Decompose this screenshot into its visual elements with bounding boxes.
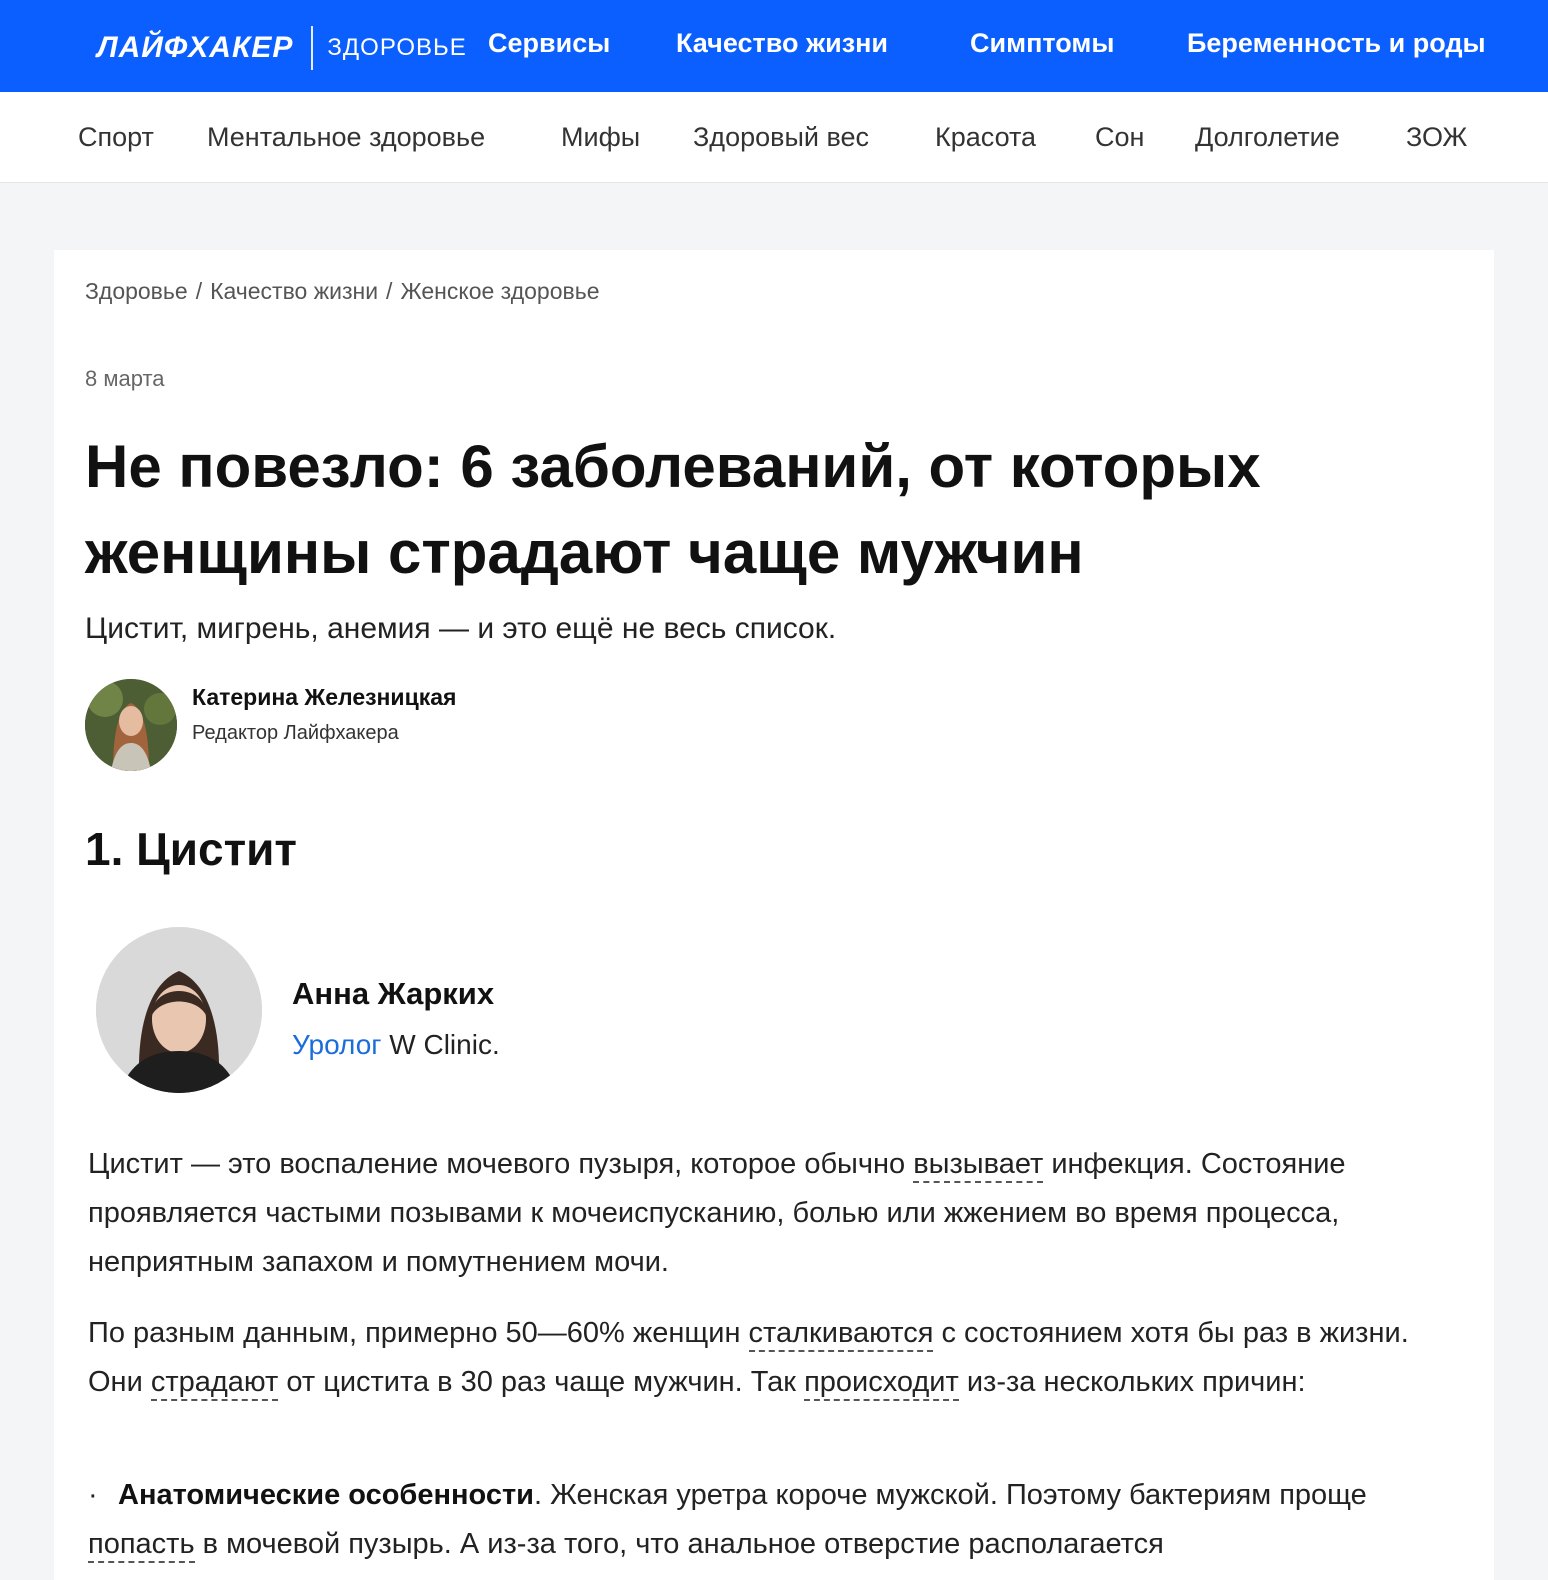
- expert-role-link[interactable]: Уролог: [292, 1029, 382, 1060]
- breadcrumb-health[interactable]: Здоровье: [85, 278, 188, 304]
- subnav-mental-health[interactable]: Ментальное здоровье: [207, 122, 486, 152]
- expert-avatar: [96, 927, 262, 1093]
- subnav-healthy-lifestyle[interactable]: ЗОЖ: [1406, 122, 1468, 152]
- paragraph-text: . Женская уретра короче мужской. Поэтому бактериям проще: [534, 1479, 1367, 1511]
- paragraph-text: с состоянием хотя бы раз в жизни. Они: [88, 1317, 1409, 1398]
- breadcrumb-separator: /: [195, 278, 203, 304]
- source-link[interactable]: попасть: [88, 1528, 195, 1563]
- source-link[interactable]: страдают: [151, 1366, 278, 1401]
- breadcrumb-womens-health[interactable]: Женское здоровье: [400, 278, 600, 304]
- subnav-healthy-weight[interactable]: Здоровый вес: [693, 122, 870, 152]
- breadcrumb: [85, 278, 600, 305]
- article-lead: Цистит, мигрень, анемия — и это ещё не весь список.: [85, 612, 837, 645]
- source-link[interactable]: вызывает: [913, 1148, 1043, 1183]
- sub-navbar: [0, 92, 1548, 183]
- nav-quality-of-life[interactable]: Качество жизни: [676, 28, 889, 58]
- author-photo-icon: [85, 679, 177, 771]
- top-navbar: [0, 0, 1548, 92]
- paragraph-1: [88, 1140, 1468, 1287]
- expert-role: [292, 1029, 500, 1061]
- paragraph-text: По разным данным, примерно 50—60% женщин: [88, 1317, 749, 1349]
- subnav-myths[interactable]: Мифы: [561, 122, 641, 152]
- breadcrumb-quality-of-life[interactable]: Качество жизни: [210, 278, 379, 304]
- source-link[interactable]: сталкиваются: [749, 1317, 934, 1352]
- list-item-title: Анатомические особенности: [118, 1479, 534, 1511]
- paragraph-text: в мочевой пузырь. А из-за того, что анальное отверстие располагается: [194, 1528, 1164, 1560]
- source-link[interactable]: происходит: [804, 1366, 959, 1401]
- logo-text: ЛАЙФХАКЕР: [97, 31, 294, 64]
- author-role: Редактор Лайфхакера: [192, 722, 399, 744]
- site-logo[interactable]: [97, 26, 467, 70]
- subnav-beauty[interactable]: Красота: [935, 122, 1037, 152]
- section-heading: 1. Цистит: [85, 823, 297, 875]
- logo-section: ЗДОРОВЬЕ: [327, 34, 467, 61]
- breadcrumb-separator: /: [386, 278, 393, 304]
- subnav-sport[interactable]: Спорт: [78, 122, 154, 152]
- nav-services[interactable]: Сервисы: [488, 28, 611, 58]
- list-item: [88, 1471, 1468, 1569]
- paragraph-text: инфекция. Состояние проявляется частыми позывами к мочеиспусканию, болью или жжением во время процесса, неприятным запахом и помутнением мочи.: [88, 1148, 1346, 1278]
- subnav-longevity[interactable]: Долголетие: [1195, 122, 1340, 152]
- bullet-marker: ·: [88, 1479, 98, 1511]
- nav-symptoms[interactable]: Симптомы: [970, 28, 1115, 58]
- nav-pregnancy[interactable]: Беременность и роды: [1187, 28, 1486, 58]
- subnav-sleep[interactable]: Сон: [1095, 122, 1145, 152]
- publish-date: 8 марта: [85, 366, 165, 391]
- paragraph-text: Цистит — это воспаление мочевого пузыря, которое обычно: [88, 1148, 914, 1180]
- expert-clinic: W Clinic.: [381, 1029, 500, 1060]
- expert-name: Анна Жарких: [292, 976, 495, 1011]
- author-avatar[interactable]: [85, 679, 177, 771]
- paragraph-2: [88, 1309, 1468, 1407]
- logo-divider: [311, 26, 313, 70]
- expert-photo-icon: [96, 927, 262, 1093]
- paragraph-text: от цистита в 30 раз чаще мужчин. Так: [278, 1366, 805, 1398]
- author-name[interactable]: Катерина Железницкая: [192, 684, 457, 710]
- article-title: Не повезло: 6 заболеваний, от которых женщины страдают чаще мужчин: [85, 433, 1261, 586]
- paragraph-text: из-за нескольких причин:: [958, 1366, 1306, 1398]
